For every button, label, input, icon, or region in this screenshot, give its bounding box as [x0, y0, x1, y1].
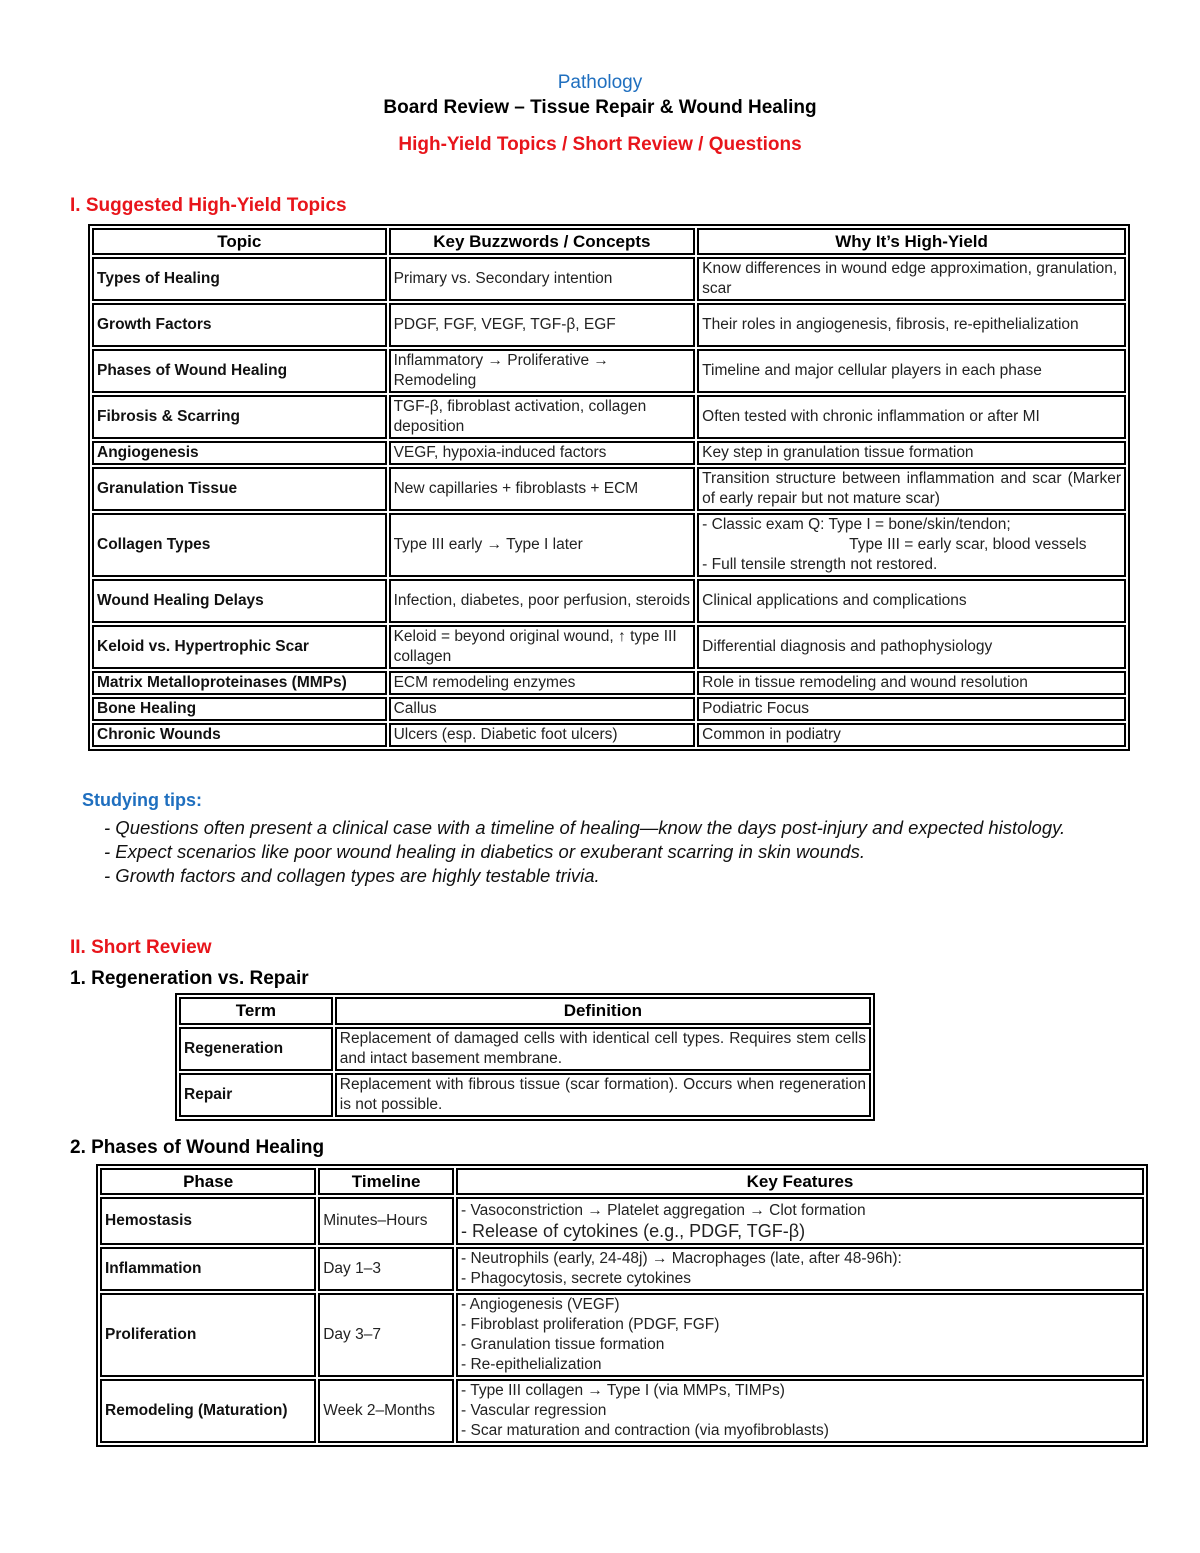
- topic-cell: Collagen Types: [92, 513, 387, 577]
- table-row: [92, 441, 1126, 465]
- topic-cell: Keloid vs. Hypertrophic Scar: [92, 625, 387, 669]
- why-cell: Know differences in wound edge approximation, granulation, scar: [697, 257, 1126, 301]
- topic-cell: Growth Factors: [92, 303, 387, 347]
- feature-line: - Neutrophils (early, 24-48j) → Macrophages (late, after 48-96h):: [461, 1250, 902, 1267]
- topic-cell: Wound Healing Delays: [92, 579, 387, 623]
- document-title: Board Review – Tissue Repair & Wound Healing: [383, 97, 817, 118]
- table-row: [92, 303, 1126, 347]
- buzzword-cell: Keloid = beyond original wound, ↑ type III collagen: [389, 625, 696, 669]
- buzzword-cell: New capillaries + fibroblasts + ECM: [389, 467, 696, 511]
- phase-cell: Proliferation: [100, 1293, 316, 1377]
- table-row: [92, 257, 1126, 301]
- topic-cell: Matrix Metalloproteinases (MMPs): [92, 671, 387, 695]
- why-cell: Transition structure between inflammation and scar (Marker of early repair but not mature scar): [697, 467, 1126, 511]
- table-row: [92, 625, 1126, 669]
- feature-line: - Angiogenesis (VEGF): [461, 1296, 620, 1313]
- table-row: [92, 513, 1126, 577]
- features-cell: [456, 1379, 1144, 1443]
- table-row: [92, 395, 1126, 439]
- tip-item: - Questions often present a clinical case with a timeline of healing—know the days post-injury and expected histology.: [104, 817, 1066, 838]
- tip-item: - Growth factors and collagen types are highly testable trivia.: [104, 865, 600, 886]
- feature-line: - Re-epithelialization: [461, 1356, 602, 1373]
- topic-cell: Chronic Wounds: [92, 723, 387, 747]
- document-subject: Pathology: [557, 72, 643, 93]
- why-cell: Often tested with chronic inflammation or after MI: [697, 395, 1126, 439]
- studying-tips-list: [104, 816, 1164, 888]
- feature-line: - Release of cytokines (e.g., PDGF, TGF-β): [461, 1221, 806, 1241]
- table-row: [100, 1293, 1144, 1377]
- why-cell: Timeline and major cellular players in each phase: [697, 349, 1126, 393]
- phase-cell: Hemostasis: [100, 1197, 316, 1245]
- topic-cell: Fibrosis & Scarring: [92, 395, 387, 439]
- feature-line: - Scar maturation and contraction (via myofibroblasts): [461, 1422, 829, 1439]
- feature-line: - Granulation tissue formation: [461, 1336, 665, 1353]
- why-cell: Common in podiatry: [697, 723, 1126, 747]
- buzzword-cell: PDGF, FGF, VEGF, TGF-β, EGF: [389, 303, 696, 347]
- feature-line: - Vascular regression: [461, 1402, 607, 1419]
- buzzword-cell: Type III early → Type I later: [389, 513, 696, 577]
- feature-line: - Type III collagen → Type I (via MMPs, TIMPs): [461, 1382, 785, 1399]
- buzzword-cell: Primary vs. Secondary intention: [389, 257, 696, 301]
- column-header: Phase: [100, 1168, 316, 1195]
- buzzword-cell: TGF-β, fibroblast activation, collagen deposition: [389, 395, 696, 439]
- table-header-row: [92, 228, 1126, 255]
- timeline-cell: Minutes–Hours: [318, 1197, 454, 1245]
- column-header: Topic: [92, 228, 387, 255]
- subsection-2-heading: 2. Phases of Wound Healing: [70, 1137, 325, 1158]
- feature-line: - Vasoconstriction → Platelet aggregation → Clot formation: [461, 1202, 866, 1219]
- topic-cell: Phases of Wound Healing: [92, 349, 387, 393]
- column-header: Key Features: [456, 1168, 1144, 1195]
- why-cell: [697, 513, 1126, 577]
- topic-cell: Angiogenesis: [92, 441, 387, 465]
- timeline-cell: Day 1–3: [318, 1247, 454, 1291]
- table-row: [100, 1379, 1144, 1443]
- table-row: [92, 723, 1126, 747]
- document-subtitle: High-Yield Topics / Short Review / Questions: [398, 134, 802, 155]
- feature-line: - Phagocytosis, secrete cytokines: [461, 1270, 692, 1287]
- table-header-row: [179, 997, 871, 1025]
- timeline-cell: Week 2–Months: [318, 1379, 454, 1443]
- term-cell: Regeneration: [179, 1027, 333, 1071]
- table-row: [100, 1247, 1144, 1291]
- section-1-heading: I. Suggested High-Yield Topics: [70, 195, 347, 216]
- buzzword-cell: ECM remodeling enzymes: [389, 671, 696, 695]
- feature-line: - Fibroblast proliferation (PDGF, FGF): [461, 1316, 720, 1333]
- table-row: [92, 697, 1126, 721]
- why-line: - Full tensile strength not restored.: [702, 556, 938, 573]
- definition-cell: Replacement with fibrous tissue (scar formation). Occurs when regeneration is not possible.: [335, 1073, 871, 1117]
- tip-item: - Expect scenarios like poor wound healing in diabetics or exuberant scarring in skin wounds.: [104, 841, 865, 862]
- studying-tips-heading: Studying tips:: [82, 790, 202, 810]
- column-header: Key Buzzwords / Concepts: [389, 228, 696, 255]
- column-header: Term: [179, 997, 333, 1025]
- why-cell: Podiatric Focus: [697, 697, 1126, 721]
- table-header-row: [100, 1168, 1144, 1195]
- section-2-heading: II. Short Review: [70, 937, 212, 958]
- phase-cell: Remodeling (Maturation): [100, 1379, 316, 1443]
- why-cell: Differential diagnosis and pathophysiology: [697, 625, 1126, 669]
- topic-cell: Granulation Tissue: [92, 467, 387, 511]
- high-yield-topics-table: [88, 224, 1130, 751]
- topic-cell: Bone Healing: [92, 697, 387, 721]
- phase-cell: Inflammation: [100, 1247, 316, 1291]
- buzzword-cell: Inflammatory → Proliferative → Remodeling: [389, 349, 696, 393]
- buzzword-cell: Ulcers (esp. Diabetic foot ulcers): [389, 723, 696, 747]
- features-cell: [456, 1247, 1144, 1291]
- definition-cell: Replacement of damaged cells with identical cell types. Requires stem cells and intact basement membrane.: [335, 1027, 871, 1071]
- table-row: [179, 1073, 871, 1117]
- buzzword-cell: VEGF, hypoxia-induced factors: [389, 441, 696, 465]
- features-cell: [456, 1293, 1144, 1377]
- why-cell: Key step in granulation tissue formation: [697, 441, 1126, 465]
- buzzword-cell: Callus: [389, 697, 696, 721]
- regeneration-repair-table: [175, 993, 875, 1121]
- why-cell: Role in tissue remodeling and wound resolution: [697, 671, 1126, 695]
- why-line: - Classic exam Q: Type I = bone/skin/tendon;: [702, 516, 1011, 533]
- column-header: Timeline: [318, 1168, 454, 1195]
- why-line: Type III = early scar, blood vessels: [849, 536, 1087, 553]
- column-header: Why It’s High-Yield: [697, 228, 1126, 255]
- table-row: [179, 1027, 871, 1071]
- why-cell: Their roles in angiogenesis, fibrosis, re-epithelialization: [697, 303, 1126, 347]
- buzzword-cell: Infection, diabetes, poor perfusion, steroids: [389, 579, 696, 623]
- column-header: Definition: [335, 997, 871, 1025]
- table-row: [92, 349, 1126, 393]
- timeline-cell: Day 3–7: [318, 1293, 454, 1377]
- table-row: [92, 467, 1126, 511]
- table-row: [92, 579, 1126, 623]
- subsection-1-heading: 1. Regeneration vs. Repair: [70, 968, 309, 989]
- table-row: [92, 671, 1126, 695]
- topic-cell: Types of Healing: [92, 257, 387, 301]
- wound-healing-phases-table: [96, 1164, 1148, 1447]
- table-row: [100, 1197, 1144, 1245]
- why-cell: Clinical applications and complications: [697, 579, 1126, 623]
- features-cell: [456, 1197, 1144, 1245]
- term-cell: Repair: [179, 1073, 333, 1117]
